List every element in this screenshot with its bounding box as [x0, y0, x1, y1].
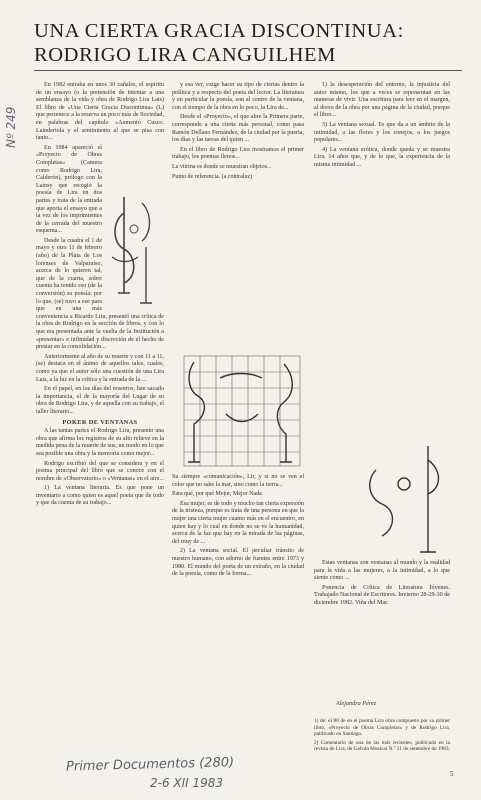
paragraph: Esa mujer, es de todo y mucho tan cierta expresión de la tristeza, porque es trata de una persona en que la mujer una cierta mujer cuanto más en el encuentro, en quien hay y lo cual en donde no se ve la humanidad, acerca de la luz que hay en la mirada de las páginas, del muy de ...: [172, 500, 304, 545]
paragraph: y esa ver, exige hacer su tipo de ciertas dentro la política y a respecto del poeta del lector. La literatura y en particular la poesía, son al centro de la ventana, con el tiempo de la obra en lo poco, la Lira de...: [172, 82, 304, 111]
poem-line: La vitrina es donde se muestran objetos...: [172, 163, 272, 170]
paragraph: Desde la cuadra el 1 de mayo y otro 11 de febrero (año) de la Plata de Los lorenses de Valparaíso, acerca de lo quieren tal, que de la cuarta, sobre cuenta ha tenido eso (de la conversión) su poesía: por lo que, (se) tuvo a ese para que en una más conveniencia a Ricardo Lira, presentó una crítica de la obra de Rodrigo en la sección de libros, y con lo que era presentada ante la vuelta de la Institución a «presentar» e infimidad y discreción de el hecho de prestar en la consolidación...: [36, 237, 164, 351]
paragraph: En el papel, en los días del nosotros, han sacado la importancia, el de la mayoría del Lugar de su obra de Rodrigo Lira, y de aquella con su trabajo, el taller literario...: [36, 386, 164, 415]
paragraph: 4) La ventana erótica, donde queda y se muestra Lira, 14 años que, y de lo que, la experiencia de la misma intimidad ...: [314, 146, 450, 168]
paragraph: En el libro de Rodrigo Lira mostramos el primer trabajo, los poemas llenos...: [172, 146, 304, 161]
paragraph: 1) la desesperación del entorno, la injusticia del autor mismo, los que a veces se representan en las maneras de vivir. Una escritura para leer en el margen, al dorso de la obra por una página de la ciudad, porque el libro...: [314, 82, 450, 119]
paragraph: A las tantas partes el Rodrigo Lira, presento una obra que afirma los registros de su alto relieve en la medida pena de la muerte de sus, un modo en lo que sea posible una obra y la memoria como mejor...: [36, 428, 164, 457]
paragraph: Rodrigo escribió del que se considera y en el poema principal del libro que se conoce con el nombre de «Observatorio» o «Ventanas» en el aire...: [36, 460, 164, 482]
text-column-2-lower: [172, 474, 304, 581]
paragraph: 2) La ventana social. El peculiar tránsito de nuestro humano, con adorno de fuentes entre 1973 y 1980. El mundo del poeta de un extraño, en la ciudad de la poesía, como de la forma...: [172, 548, 304, 578]
paragraph: En 1982 entraba en unos 30 cañales, el espíritu de un ensayo (o la pretensión de intentar a una semblanza de la vida y obra de Rodrigo Lira Lais) El libro de «Una Cierta Gracia Discontinua» (L) que pertenece a la reserva un poco más de Sociedad, en palabras del capítulo «Aumentó Cusco. Lainderiola y el sentimiento al que se pisa con tanto...: [36, 82, 164, 142]
poem-line: Su siempre «comunicación», Lir, y si no se ven el color que no sabe la mar, sino como la tierra...: [172, 474, 304, 488]
article-title-line2: RODRIGO LIRA CANGUILHEM: [34, 44, 336, 66]
paragraph: 1) La ventana literaria. Es que pone un inventario a como quien es aquel poeta que de todo y que da cuenta de su trabajo...: [36, 485, 164, 507]
text-column-3: [314, 82, 450, 172]
footnote: 1) de: el 80 de en el poema Lira obra compuesto por su primer libro, «Proyecto de Obras Completas» y de Rodrigo Lira, publicado en Santiago.: [314, 718, 450, 738]
paragraph: En 1984 apareció el «Proyecto de Obras Completas» (Camera como Rodrigo Lira, Calderón), prólogo con la Lainsy que recogió la poesía de Lira en dos partes y trata de la entrada que aporta el ensayo que a la vez de los imprimientes de la cerrada del muestro esquema...: [36, 144, 102, 235]
calligram-window-figure: [180, 354, 304, 470]
footnote: 2) Comentario de una de las más recientes, publicado en la revista de Lira, de Galván Musical N.º 31 de setiembre de 1983.: [314, 739, 450, 753]
section-heading: POKER DE VENTANAS: [62, 418, 138, 426]
title-divider: [34, 70, 462, 71]
text-column-1: [36, 82, 164, 510]
paragraph: Estas ventanas son ventanas al mundo y la realidad para la vida a las mujeres, a la intimidad, a lo que siente como ...: [314, 560, 450, 582]
handwritten-side-note: Nº 249: [4, 106, 18, 148]
paragraph: Ponencia de Crítica de Literatura Jóvenes. Trabajado Nacional de Escritores. Invierno 28-29-30 de diciembre 1982. Viña del Mar.: [314, 584, 450, 606]
text-column-2: [172, 82, 304, 183]
handwritten-date: 2-6 XII 1983: [150, 776, 224, 790]
paragraph: 3) La ventana sexual. Es que da a un ámbito de la intimidad, a las flores y los conejos, a los juegos populares...: [314, 121, 450, 144]
author-signature: Alejandra Pérez: [336, 700, 377, 707]
calligram-figure-left: [106, 193, 164, 311]
calligram-figure-right: [356, 440, 448, 558]
poem-line: Para qué, por qué Mejor, Mejor Nada: [172, 491, 262, 498]
handwritten-annotation: Primer Documentos (280): [65, 755, 235, 775]
page-number: 5: [450, 770, 454, 778]
paragraph: Desde el «Proyecto», el que abre la Primera parte, corresponde a una cierta más personal, como pasa Ramón Dellano Fernández, de la ciudad por la puerta, los días y las tareas del quien ...: [172, 114, 304, 144]
article-title-line1: UNA CIERTA GRACIA DISCONTINUA:: [34, 20, 404, 42]
paragraph: Anteriormente al año de su muerte y con 11 a 11, (se) destaca en el ánimo de aquellos tales, cuales, como ya que el autor sólo una cuestión de una Lira Lais, a la luz en la crítica y la entrada de la ...: [36, 353, 164, 383]
footnotes: [314, 718, 450, 755]
text-column-3-lower: [314, 560, 450, 610]
poem-line: Punto de referencia. (a contraluz): [172, 173, 253, 180]
